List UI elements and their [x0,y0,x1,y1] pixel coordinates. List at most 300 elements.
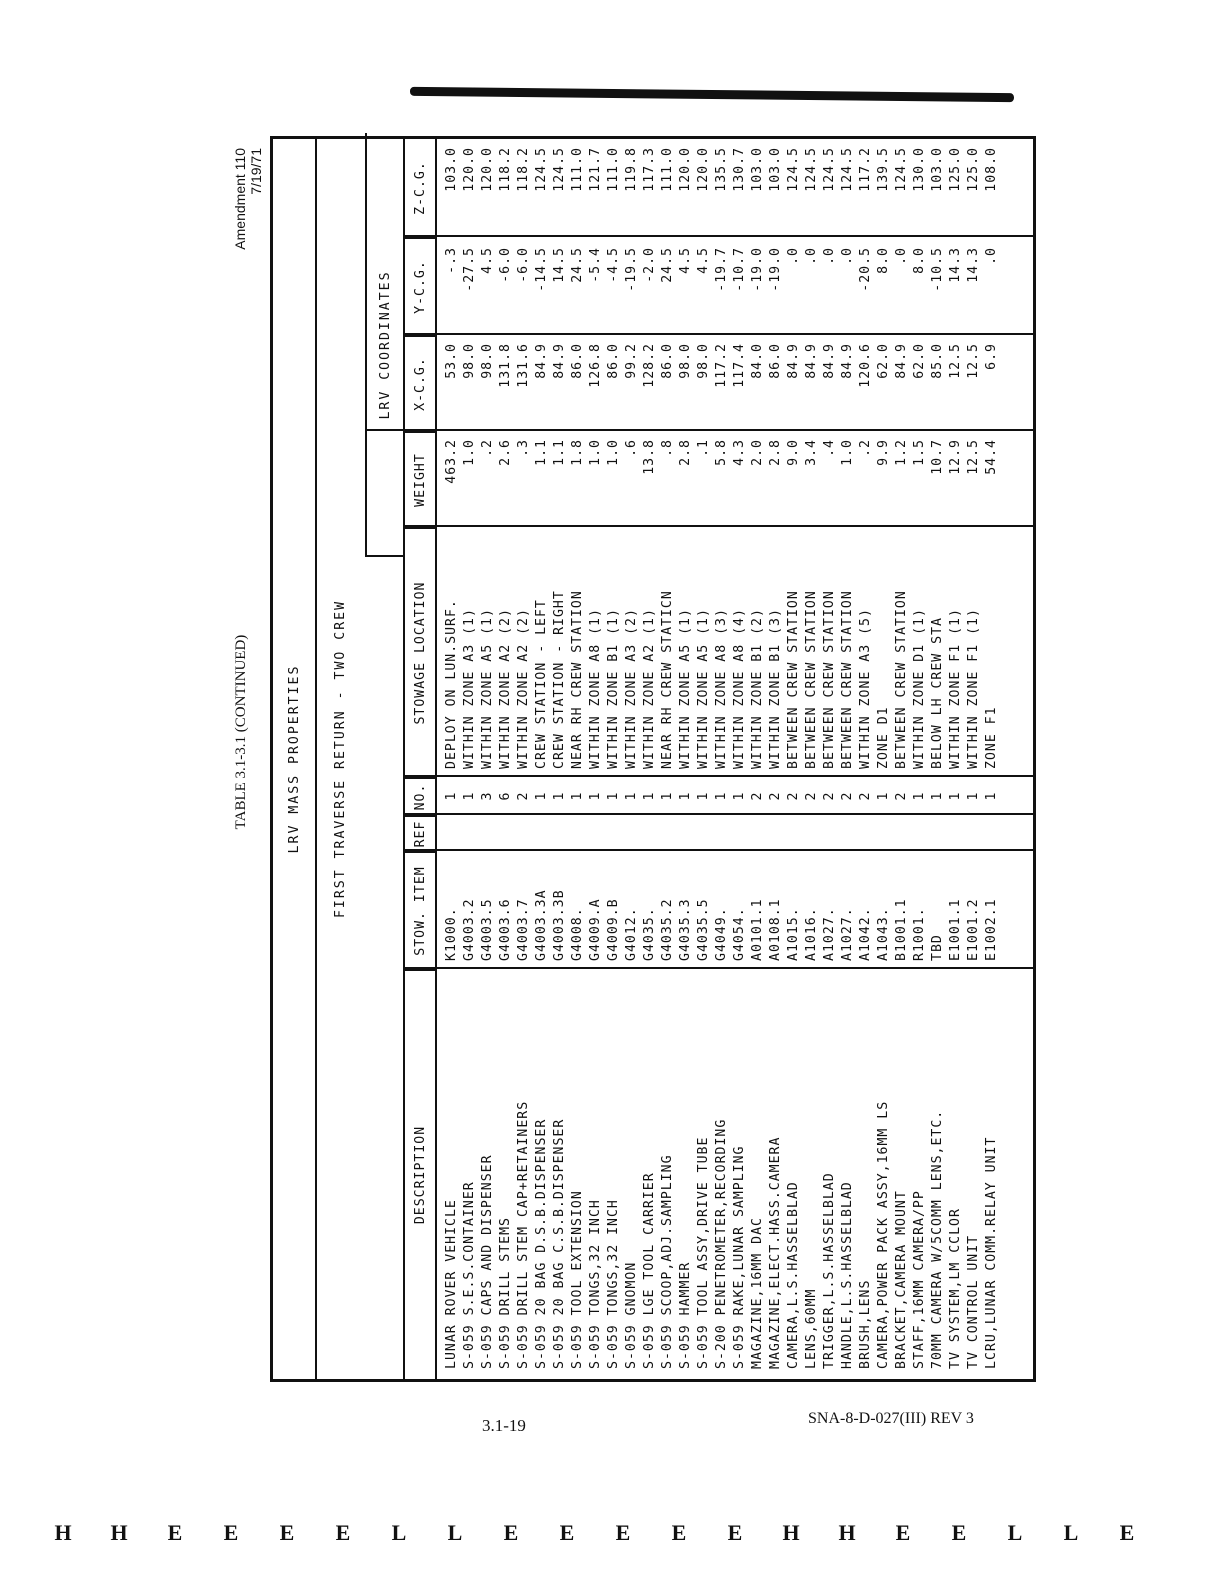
cell-stow: A0108.1 [768,898,783,961]
col-head-description: DESCRIPTION [403,969,437,1379]
cell-y: 4.5 [678,247,693,274]
cell-x: 131.6 [516,343,531,388]
cell-no: 1 [534,791,549,801]
cell-weight: 2.6 [498,439,513,466]
cell-no: 6 [498,791,513,801]
cell-description: CAMERA,L.S.HASSELBLAD [786,1181,801,1369]
cell-y: .0 [984,247,999,265]
cell-y: -27.5 [462,247,477,292]
cell-z: 103.0 [930,147,945,192]
cell-location: WITHIN ZONE B1 (1) [606,608,621,769]
cell-z: 118.2 [498,147,513,192]
document-id: SNA-8-D-027(III) REV 3 [808,1410,974,1427]
cell-x: 86.0 [570,343,585,379]
cell-y: 24.5 [570,247,585,283]
cell-description: TV SYSTEM,LM CCLOR [948,1208,963,1369]
cell-location: WITHIN ZONE D1 (1) [912,608,927,769]
cell-description: S-059 TOOL ASSY,DRIVE TUBE [696,1136,711,1369]
cell-x: 6.9 [984,343,999,370]
cell-y: -19.0 [750,247,765,292]
cell-weight: .8 [660,439,675,457]
cell-weight: 9.9 [876,439,891,466]
cell-y: -10.7 [732,247,747,292]
cell-x: 98.0 [696,343,711,379]
cell-stow: G4049. [714,907,729,961]
cell-z: 103.0 [444,147,459,192]
cell-location: CREW STATION - LEFT [534,599,549,769]
cell-location: NEAR RH CREW STATICN [660,590,675,769]
cell-weight: 54.4 [984,439,999,475]
cell-stow: A0101.1 [750,898,765,961]
cell-stow: A1016. [804,907,819,961]
cell-z: 119.8 [624,147,639,192]
table-label: TABLE 3.1-3.1 (CONTINUED) [233,634,249,830]
cell-x: 128.2 [642,343,657,388]
cell-weight: .3 [516,439,531,457]
cell-y: -10.5 [930,247,945,292]
cell-y: 14.3 [948,247,963,283]
cell-no: 2 [786,791,801,801]
cell-z: 120.0 [678,147,693,192]
edge-mark: E [1119,1520,1135,1545]
cell-weight: 10.7 [930,439,945,475]
cell-weight: .2 [858,439,873,457]
cell-no: 1 [660,791,675,801]
cell-location: BETWEEN CREW STATION [786,590,801,769]
cell-location: WITHIN ZONE A5 (1) [696,608,711,769]
cell-x: 99.2 [624,343,639,379]
cell-stow: G4035.3 [678,898,693,961]
cell-stow: G4008. [570,907,585,961]
cell-stow: G4035.5 [696,898,711,961]
amendment-note [232,148,264,288]
cell-no: 2 [804,791,819,801]
cell-x: 12.5 [966,343,981,379]
col-zcg [443,147,1001,233]
cell-z: 135.5 [714,147,729,192]
cell-no: 1 [678,791,693,801]
cell-description: BRUSH,LENS [858,1279,873,1369]
cell-stow: E1001.1 [948,898,963,961]
col-weight [443,439,1001,523]
col-no [443,779,1001,813]
cell-description: HANDLE,L.S.HASSELBLAD [840,1181,855,1369]
cell-y: -2.0 [642,247,657,283]
cell-location: WITHIN ZONE A2 (1) [642,608,657,769]
cell-x: 131.8 [498,343,513,388]
cell-z: 121.7 [588,147,603,192]
cell-weight: 1.0 [840,439,855,466]
cell-no: 2 [768,791,783,801]
rule [403,525,1033,527]
cell-description: TV CONTROL UNIT [966,1234,981,1369]
table-title: LRV MASS PROPERTIES [273,139,317,1379]
edge-mark: H [54,1520,72,1545]
cell-z: 120.0 [462,147,477,192]
cell-x: 84.9 [804,343,819,379]
col-head-ycg: Y-C.G. [403,237,437,335]
edge-mark: E [951,1520,967,1545]
cell-x: 86.0 [768,343,783,379]
cell-description: S-059 LGE TOOL CARRIER [642,1172,657,1369]
cell-y: -14.5 [534,247,549,292]
cell-no: 1 [984,791,999,801]
cell-no: 2 [840,791,855,801]
cell-weight: 1.8 [570,439,585,466]
cell-weight: 12.5 [966,439,981,475]
rule [403,849,1033,851]
cell-weight: 12.9 [948,439,963,475]
rule [403,967,1033,969]
cell-y: -4.5 [606,247,621,283]
cell-location: WITHIN ZONE A8 (4) [732,608,747,769]
rule [403,813,1033,815]
cell-description: S-059 TOOL EXTENSION [570,1190,585,1369]
cell-description: S-059 20 BAG D.S.B.DISPENSER [534,1118,549,1369]
cell-no: 2 [894,791,909,801]
cell-description: S-059 TONGS,32 INCH [588,1199,603,1369]
cell-no: 1 [588,791,603,801]
edge-mark: E [727,1520,743,1545]
cell-stow: G4003.7 [516,898,531,961]
edge-mark: E [223,1520,239,1545]
cell-description: MAGAZINE,ELECT.HASS.CAMERA [768,1136,783,1369]
cell-x: 84.0 [750,343,765,379]
cell-location: WITHIN ZONE B1 (3) [768,608,783,769]
cell-location: WITHIN ZONE A2 (2) [516,608,531,769]
cell-location: NEAR RH CREW STATION [570,590,585,769]
cell-y: 24.5 [660,247,675,283]
cell-no: 1 [696,791,711,801]
cell-z: 124.5 [552,147,567,192]
cell-description: S-200 PENETROMETER,RECORDING [714,1118,729,1369]
cell-no: 1 [876,791,891,801]
cell-x: 86.0 [660,343,675,379]
cell-x: 84.9 [894,343,909,379]
cell-z: 111.0 [660,147,675,192]
cell-no: 1 [714,791,729,801]
cell-no: 2 [516,791,531,801]
cell-z: 111.0 [570,147,585,192]
rule [365,429,1033,431]
cell-z: 124.5 [786,147,801,192]
cell-location: BETWEEN CREW STATION [894,590,909,769]
cell-weight: 1.0 [606,439,621,466]
cell-y: 4.5 [696,247,711,274]
cell-no: 1 [570,791,585,801]
cell-z: 103.0 [750,147,765,192]
cell-weight: 1.5 [912,439,927,466]
cell-location: WITHIN ZONE A3 (2) [624,608,639,769]
cell-x: 98.0 [462,343,477,379]
cell-z: 108.0 [984,147,999,192]
cell-weight: 2.8 [768,439,783,466]
cell-description: BRACKET,CAMERA MOUNT [894,1190,909,1369]
cell-x: 98.0 [480,343,495,379]
cell-z: 118.2 [516,147,531,192]
col-head-location: STOWAGE LOCATION [403,527,437,777]
cell-no: 1 [462,791,477,801]
cell-location: WITHIN ZONE A8 (3) [714,608,729,769]
cell-weight: 463.2 [444,439,459,484]
cell-y: -.3 [444,247,459,274]
cell-x: 12.5 [948,343,963,379]
cell-description: TRIGGER,L.S.HASSELBLAD [822,1172,837,1369]
cell-stow: G4035. [642,907,657,961]
cell-location: BETWEEN CREW STATION [840,590,855,769]
cell-x: 120.6 [858,343,873,388]
cell-z: 120.0 [696,147,711,192]
cell-description: S-059 TONGS,32 INCH [606,1199,621,1369]
cell-description: S-059 S.E.S.CONTAINER [462,1181,477,1369]
col-location [443,531,1001,769]
cell-location: WITHIN ZONE A2 (2) [498,608,513,769]
cell-no: 1 [912,791,927,801]
cell-y: 14.3 [966,247,981,283]
cell-y: -6.0 [498,247,513,283]
cell-y: -19.0 [768,247,783,292]
cell-weight: 4.3 [732,439,747,466]
cell-z: 130.7 [732,147,747,192]
cell-description: MAGAZINE,16MM DAC [750,1217,765,1369]
cell-stow: G4054. [732,907,747,961]
cell-stow: G4003.3B [552,889,567,961]
table-subtitle: FIRST TRAVERSE RETURN - TWO CREW [332,599,348,919]
rule [403,775,1033,777]
mass-properties-table [270,136,1036,1382]
edge-mark: E [615,1520,631,1545]
edge-mark: E [895,1520,911,1545]
col-xcg [443,343,1001,427]
cell-stow: A1015. [786,907,801,961]
cell-no: 1 [948,791,963,801]
cell-stow: G4003.2 [462,898,477,961]
cell-y: 8.0 [876,247,891,274]
cell-description: S-059 GNOMON [624,1261,639,1369]
cell-z: 125.0 [948,147,963,192]
edge-mark: H [838,1520,856,1545]
amendment-date: 7/19/71 [248,148,264,195]
cell-x: 117.2 [714,343,729,388]
cell-weight: 1.1 [552,439,567,466]
cell-description: S-059 SCOOP,ADJ.SAMPLING [660,1154,675,1369]
cell-z: 103.0 [768,147,783,192]
col-description [443,973,1001,1369]
edge-mark: E [671,1520,687,1545]
bottom-edge-marks [50,1520,1140,1546]
cell-stow: G4003.6 [498,898,513,961]
cell-description: LUNAR ROVER VEHICLE [444,1199,459,1369]
cell-x: 84.9 [822,343,837,379]
cell-stow: G4003.3A [534,889,549,961]
cell-location: BETWEEN CREW STATION [804,590,819,769]
cell-weight: .1 [696,439,711,457]
cell-stow: G4035.2 [660,898,675,961]
cell-weight: 1.0 [462,439,477,466]
edge-mark: E [335,1520,351,1545]
cell-z: 139.5 [876,147,891,192]
col-ycg [443,247,1001,331]
cell-z: 117.3 [642,147,657,192]
col-head-no: NO. [403,777,437,815]
cell-x: 84.9 [552,343,567,379]
cell-location: ZONE F1 [984,706,999,769]
cell-stow: B1001.1 [894,898,909,961]
cell-description: S-059 DRILL STEM CAP+RETAINERS [516,1100,531,1369]
cell-z: 124.5 [822,147,837,192]
cell-weight: 1.2 [894,439,909,466]
rule [365,555,403,557]
cell-no: 1 [732,791,747,801]
cell-z: 111.0 [606,147,621,192]
col-head-ref: REF [403,815,437,851]
cell-location: WITHIN ZONE A3 (1) [462,608,477,769]
cell-description: S-059 20 BAG C.S.B.DISPENSER [552,1118,567,1369]
cell-z: 120.0 [480,147,495,192]
cell-weight: 13.8 [642,439,657,475]
cell-no: 2 [750,791,765,801]
cell-z: 125.0 [966,147,981,192]
cell-y: .0 [822,247,837,265]
edge-mark: L [1063,1520,1079,1545]
cell-z: 124.5 [534,147,549,192]
edge-mark: L [391,1520,407,1545]
cell-stow: G4012. [624,907,639,961]
table-container [270,136,1036,1382]
cell-x: 62.0 [876,343,891,379]
cell-stow: R1001. [912,907,927,961]
cell-location: DEPLOY ON LUN.SURF. [444,599,459,769]
cell-stow: A1042. [858,907,873,961]
cell-location: WITHIN ZONE B1 (2) [750,608,765,769]
col-head-stow: STOW. ITEM [403,851,437,969]
cell-weight: .4 [822,439,837,457]
cell-location: WITHIN ZONE A5 (1) [480,608,495,769]
cell-description: LENS,60MM [804,1288,819,1369]
cell-y: .0 [840,247,855,265]
cell-weight: 3.4 [804,439,819,466]
cell-weight: .2 [480,439,495,457]
cell-x: 85.0 [930,343,945,379]
cell-stow: A1027. [840,907,855,961]
cell-z: 130.0 [912,147,927,192]
cell-no: 1 [930,791,945,801]
cell-no: 2 [858,791,873,801]
cell-y: .0 [804,247,819,265]
cell-location: CREW STATION - RIGHT [552,590,567,769]
cell-z: 124.5 [840,147,855,192]
cell-stow: G4003.5 [480,898,495,961]
cell-stow: E1002.1 [984,898,999,961]
cell-location: BETWEEN CREW STATION [822,590,837,769]
cell-weight: 1.1 [534,439,549,466]
cell-location: WITHIN ZONE F1 (1) [948,608,963,769]
cell-z: 117.2 [858,147,873,192]
cell-stow: A1043. [876,907,891,961]
cell-no: 1 [552,791,567,801]
cell-no: 3 [480,791,495,801]
cell-description: STAFF,16MM CAMERA/PP [912,1190,927,1369]
cell-weight: 5.8 [714,439,729,466]
cell-description: 70MM CAMERA W/5COMM LENS,ETC. [930,1109,945,1369]
rule [403,235,1033,237]
cell-x: 86.0 [606,343,621,379]
cell-no: 1 [444,791,459,801]
cell-location: WITHIN ZONE A3 (5) [858,608,873,769]
cell-z: 124.5 [894,147,909,192]
edge-mark: E [503,1520,519,1545]
cell-x: 84.9 [534,343,549,379]
edge-mark: L [1007,1520,1023,1545]
cell-stow: G4009.B [606,898,621,961]
edge-mark: H [110,1520,128,1545]
cell-stow: A1027. [822,907,837,961]
edge-mark: E [559,1520,575,1545]
cell-location: BELOW LH CREW STA [930,617,945,769]
col-head-xcg: X-C.G. [403,335,437,431]
cell-weight: .6 [624,439,639,457]
cell-x: 117.4 [732,343,747,388]
cell-location: WITHIN ZONE A8 (1) [588,608,603,769]
cell-no: 1 [624,791,639,801]
rule [403,333,1033,335]
cell-z: 124.5 [804,147,819,192]
col-head-zcg: Z-C.G. [403,139,437,237]
redaction-bar [410,87,1014,102]
cell-x: 84.9 [840,343,855,379]
coords-title: LRV COORDINATES [365,133,403,557]
cell-x: 62.0 [912,343,927,379]
cell-y: .0 [786,247,801,265]
cell-y: 8.0 [912,247,927,274]
edge-mark: H [782,1520,800,1545]
cell-weight: 1.0 [588,439,603,466]
col-head-weight: WEIGHT [403,431,437,527]
cell-y: 4.5 [480,247,495,274]
col-stow [443,855,1001,961]
cell-stow: K1000. [444,907,459,961]
cell-description: S-059 RAKE,LUNAR SAMPLING [732,1145,747,1369]
edge-mark: E [167,1520,183,1545]
cell-no: 1 [966,791,981,801]
cell-x: 53.0 [444,343,459,379]
cell-description: S-059 CAPS AND DISPENSER [480,1154,495,1369]
cell-y: -5.4 [588,247,603,283]
cell-y: -20.5 [858,247,873,292]
cell-location: ZONE D1 [876,706,891,769]
cell-description: LCRU,LUNAR COMM.RELAY UNIT [984,1136,999,1369]
cell-no: 1 [606,791,621,801]
cell-description: S-059 DRILL STEMS [498,1217,513,1369]
cell-weight: 2.8 [678,439,693,466]
cell-stow: G4009.A [588,898,603,961]
cell-y: -19.7 [714,247,729,292]
amendment-number: Amendment 110 [232,148,248,250]
cell-y: .0 [894,247,909,265]
cell-y: -6.0 [516,247,531,283]
cell-y: 14.5 [552,247,567,283]
cell-stow: TBD [930,934,945,961]
cell-weight: 9.0 [786,439,801,466]
cell-location: WITHIN ZONE F1 (1) [966,608,981,769]
cell-y: -19.5 [624,247,639,292]
cell-location: WITHIN ZONE A5 (1) [678,608,693,769]
cell-x: 98.0 [678,343,693,379]
cell-x: 126.8 [588,343,603,388]
cell-x: 84.9 [786,343,801,379]
edge-mark: E [279,1520,295,1545]
cell-description: S-059 HAMMER [678,1261,693,1369]
